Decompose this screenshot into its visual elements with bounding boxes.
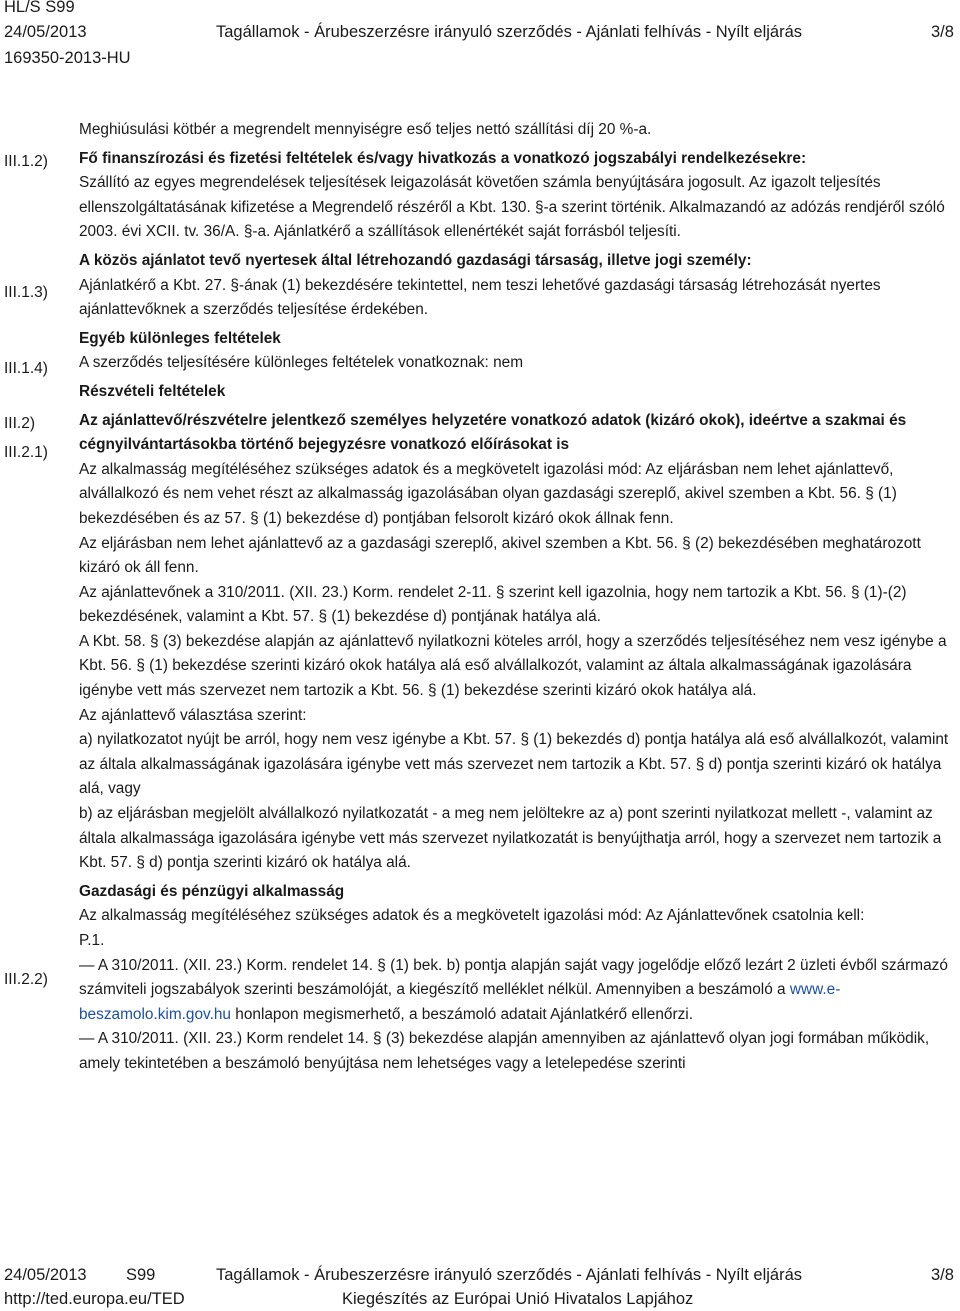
penalty-text: Meghiúsulási kötbér a megrendelt mennyiségre eső teljes nettó szállítási díj 20 %-a. (79, 121, 652, 138)
footer-title: Tagállamok - Árubeszerzésre irányuló szerződés - Ajánlati felhívás - Nyílt eljárás (216, 1266, 802, 1284)
header-title: Tagállamok - Árubeszerzésre irányuló szerződés - Ajánlati felhívás - Nyílt eljárás (216, 23, 802, 41)
footer-page-number: 3/8 (931, 1266, 954, 1284)
participation-conditions-heading: Részvételi feltételek (79, 382, 226, 400)
economic-standing-text-1: Az alkalmasság megítéléséhez szükséges adatok és a megkövetelt igazolási mód: Az Ajánlattevőnek csatolnia kell: (79, 907, 865, 925)
personal-situation-text-7: b) az eljárásban megjelölt alvállalkozó nyilatkozatát - a meg nem jelöltekre az a) pont szerinti nyilatkozat mellett -, valamint az általa alkalmassága igazolására igénybe vett más szervezet nyilatkozatát is benyújthatja arról, hogy a szervezet nem tartozik a Kbt. 57. § d) pontja szerinti kizáró ok hatálya alá. (79, 805, 942, 872)
section-label-III-2-2: III.2.2) (4, 971, 48, 988)
personal-situation-text-6: a) nyilatkozatot nyújt be arról, hogy nem vesz igénybe a Kbt. 57. § (1) bekezdés d) pontja hatálya alá eső alvállalkozót, valamint az általa alkalmasságának igazolására igénybe vett más szervezet nem tartozik a Kbt. 57. § d) pontja szerinti kizáró ok hatálya alá, vagy (79, 731, 949, 798)
header-page-number: 3/8 (931, 23, 954, 41)
section-label-III-1-2: III.1.2) (4, 153, 48, 170)
special-conditions-heading: Egyéb különleges feltételek (79, 329, 281, 347)
economic-standing-text-2 (79, 954, 957, 1028)
personal-situation-text-1: Az alkalmasság megítéléséhez szükséges adatok és a megkövetelt igazolási mód: Az eljárásban nem lehet ajánlattevő, alvállalkozó és nem vehet részt az alkalmasság igazolásában olyan gazdasági szereplő, akivel szemben a Kbt. 56. § (1) bekezdésében és az 57. § (1) bekezdése d) pontjában felsorolt kizáró okok állnak fenn. (79, 460, 897, 527)
header-date: 24/05/2013 (4, 23, 87, 41)
economic-standing-text-3: — A 310/2011. (XII. 23.) Korm rendelet 14. § (3) bekezdése alapján amennyiben az ajánlattevő olyan jogi formában működik, amely tekintetében a beszámoló benyújtása nem lehetséges vagy a letelepedése szerinti (79, 1030, 930, 1072)
section-label-III-2: III.2) (4, 415, 36, 432)
special-conditions-text: A szerződés teljesítésére különleges feltételek vonatkoznak: nem (79, 354, 524, 372)
personal-situation-heading: Az ajánlattevő/részvételre jelentkező személyes helyzetére vonatkozó adatok (kizáró okok), ideértve a szakmai és cégnyilvántartásokba történő bejegyzésre vonatkozó előírásokat is (79, 411, 907, 454)
footer-code: S99 (126, 1266, 156, 1284)
financing-heading: Fő finanszírozási és fizetési feltételek és/vagy hivatkozás a vonatkozó jogszabályi rendelkezésekre: (79, 149, 807, 167)
footer-url: http://ted.europa.eu/TED (4, 1290, 185, 1308)
personal-situation-text-3: Az ajánlattevőnek a 310/2011. (XII. 23.) Korm. rendelet 2-11. § szerint kell igazolnia, hogy nem tartozik a Kbt. 56. § (1)-(2) bekezdésének, valamint a Kbt. 57. § (1) bekezdése d) pontjának hatálya alá. (79, 583, 907, 626)
personal-situation-text-2: Az eljárásban nem lehet ajánlattevő az a gazdasági szereplő, akivel szemben a Kbt. 56. § (2) bekezdésében meghatározott kizáró ok áll fenn. (79, 534, 921, 577)
personal-situation-text-5: Az ajánlattevő választása szerint: (79, 706, 307, 724)
section-label-III-1-4: III.1.4) (4, 360, 48, 377)
section-label-III-2-1: III.2.1) (4, 444, 48, 461)
economic-standing-heading: Gazdasági és pénzügyi alkalmasság (79, 882, 345, 900)
footer-date: 24/05/2013 (4, 1266, 87, 1284)
joint-bidders-text: Ajánlatkérő a Kbt. 27. §-ának (1) bekezdésére tekintettel, nem teszi lehetővé gazdasági társaság létrehozását nyertes ajánlattevőknek a szerződés teljesítése érdekében. (79, 276, 881, 319)
personal-situation-text-4: A Kbt. 58. § (3) bekezdése alapján az ajánlattevő nyilatkozni köteles arról, hogy a szerződés teljesítéséhez nem vesz igénybe a Kbt. 56. § (1) bekezdése szerinti kizáró okok hatálya alá eső alvállalkozót, valamint az általa alkalmasságának igazolására igénybe vett más szervezet nem tartozik a Kbt. 56. § (1) bekezdése szerinti kizáró okok hatálya alá. (79, 632, 947, 700)
financing-text: Szállító az egyes megrendelések teljesítések leigazolását követően számla benyújtására jogosult. Az igazolt teljesítés ellenszolgáltatásának kifizetése a Megrendelő részéről a Kbt. 130. §-a szerint történik. Alkalmazandó az adózás rendjéről szóló 2003. évi XCII. tv. 36/A. §-a. Ajánlatkérő a szállítások ellenértékét saját forrásból teljesíti. (79, 174, 945, 241)
economic-standing-text-2-start: — A 310/2011. (XII. 23.) Korm. rendelet 14. § (1) bek. b) pontja alapján saját vagy jogelődje előző lezárt 2 üzleti évből származó számviteli jogszabályok szerinti beszámolóját, a kiegészítő melléklet nélkül. Amennyiben a beszámoló a (79, 956, 948, 999)
joint-bidders-heading: A közös ajánlatot tevő nyertesek által létrehozandó gazdasági társaság, illetve jogi személy: (79, 251, 752, 269)
footer-supplement: Kiegészítés az Európai Unió Hivatalos Lapjához (342, 1290, 694, 1308)
header-notice-id: 169350-2013-HU (4, 49, 131, 67)
economic-standing-p1: P.1. (79, 932, 105, 949)
header-doc-code: HL/S S99 (4, 0, 75, 16)
document-body (79, 118, 957, 1077)
economic-standing-text-2-end: honlapon megismerhető, a beszámoló adatait Ajánlatkérő ellenőrzi. (235, 1005, 693, 1023)
beszamolo-link[interactable]: www.e-beszamolo.kim.gov.hu (79, 981, 841, 1023)
section-label-III-1-3: III.1.3) (4, 284, 48, 301)
